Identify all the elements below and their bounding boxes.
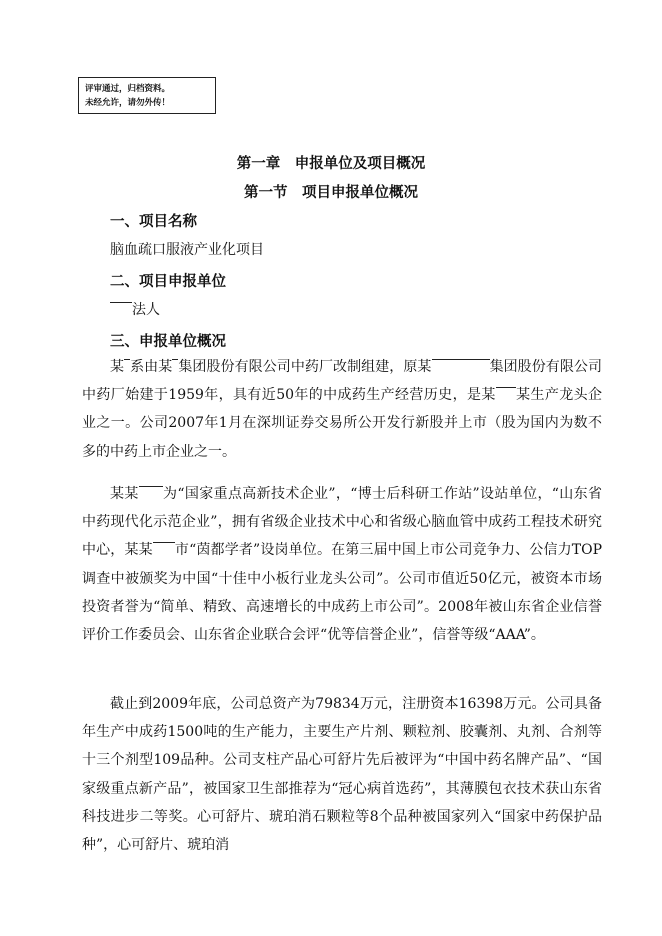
p1-text-b: 系由某 — [130, 359, 173, 375]
p1-text-c: 集团股份有限公司中药厂改制组建，原某 — [178, 359, 432, 375]
notice-line-2: 未经允许，请勿外传！ — [85, 98, 171, 108]
paragraph-company-honors — [82, 480, 602, 649]
p2-text-c: 市“茵都学者”设岗单位。在第三届中国上市公司竞争力、公信力TOP调查中被颁奖为中国“十佳中小板行业龙头公司”。公司市值近50亿元，被资本市场投资者誉为“简单、精致、高速增长的中成药上市公司”。2008年被山东省企业信誉评价工作委员会、山东省企业联合会评“优等信誉企业”，信誉等级“AAA”。 — [82, 542, 602, 644]
notice-line-1: 评审通过，归档资料。 — [85, 84, 171, 94]
redaction-line — [432, 359, 490, 360]
p1-text-e: 某生产龙头企业之一。公司2007年1月在深圳证券交易所公开发行新股并上市（股为国内为数不多的中药上市企业之一。 — [82, 387, 602, 460]
p1-text-a: 某 — [110, 359, 125, 375]
paragraph-company-assets: 截止到2009年底，公司总资产为79834万元，注册资本16398万元。公司具备年生产中成药1500吨的生产能力，主要生产片剂、颗粒剂、胶囊剂、丸剂、合剂等十三个剂型109品种。公司支柱产品心可舒片先后被评为“中国中药名牌产品”、“国家级重点新产品”，被国家卫生部推荐为“冠心病首选药”，其薄膜包衣技术获山东省科技进步二等奖。心可舒片、琥珀消石颗粒等8个品种被国家列入“国家中药保护品种”，心可舒片、琥珀消 — [82, 696, 602, 854]
section-heading-project-name: 一、项目名称 — [110, 214, 197, 230]
section-title: 第一节 项目申报单位概况 — [244, 185, 418, 201]
p2-text-b: 为“国家重点高新技术企业”，“博士后科研工作站”设站单位，“山东省中药现代化示范企业”，拥有省级企业技术中心和省级心脑血管中成药工程技术研究中心，某某 — [82, 486, 602, 559]
redaction-line — [110, 302, 132, 303]
confidential-notice-box — [78, 77, 216, 114]
p1-text-d: 集团股份有限公司中药厂始建于1959年，具有近50年的中成药生产经营历史，是某 — [82, 359, 602, 404]
applicant-legal-person: 法人 — [132, 302, 160, 318]
project-name-text: 脑血疏口服液产业化项目 — [110, 242, 264, 258]
paragraph-company-history — [82, 353, 602, 466]
redaction-line — [139, 486, 163, 487]
applicant-text — [110, 299, 160, 319]
section-heading-overview: 三、申报单位概况 — [110, 334, 226, 350]
redaction-line — [153, 542, 175, 543]
chapter-title: 第一章 申报单位及项目概况 — [236, 156, 426, 172]
p2-text-a: 某某 — [110, 486, 139, 502]
section-heading-applicant: 二、项目申报单位 — [110, 274, 226, 290]
redaction-line — [496, 387, 516, 388]
